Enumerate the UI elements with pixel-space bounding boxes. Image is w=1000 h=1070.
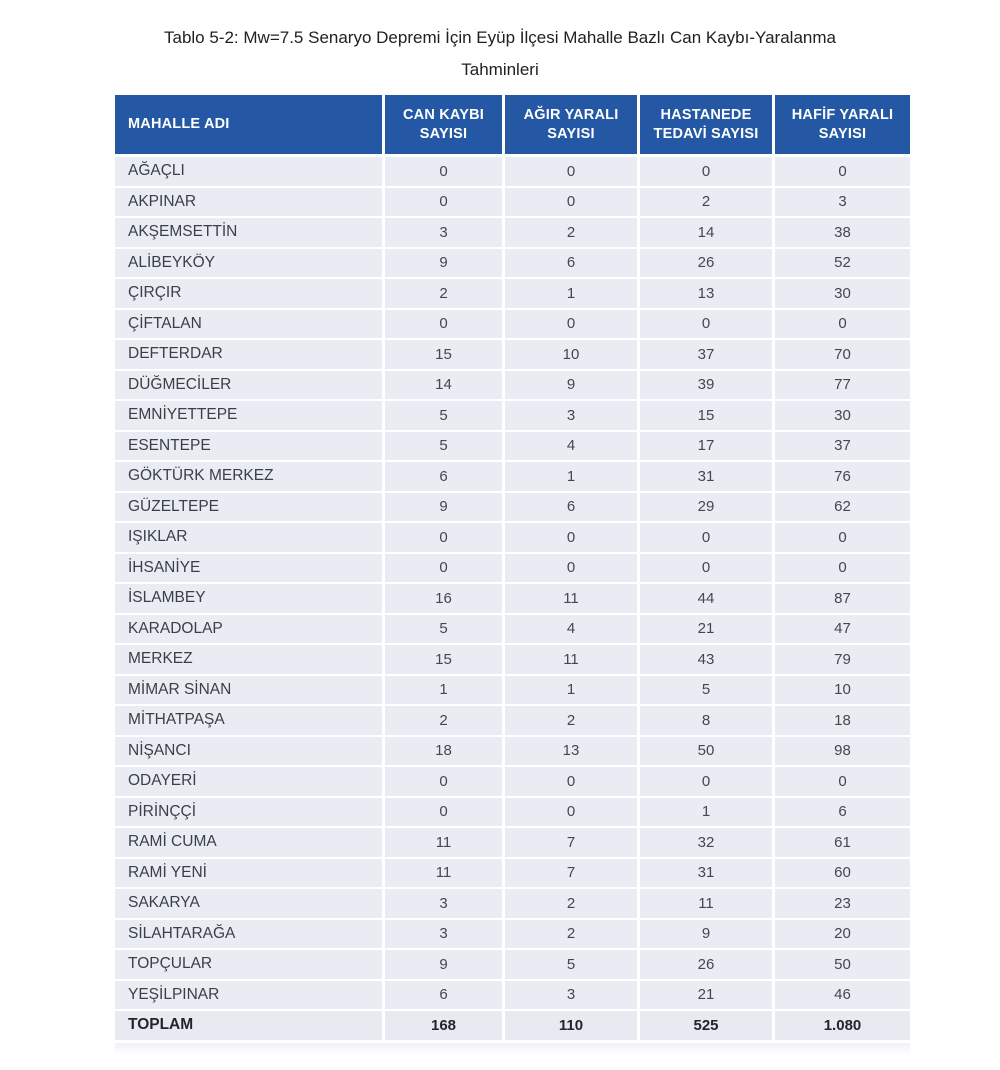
value-cell: 11 <box>385 828 505 859</box>
value-cell: 11 <box>640 889 775 920</box>
value-cell: 70 <box>775 340 910 371</box>
value-cell: 0 <box>775 310 910 341</box>
value-cell: 50 <box>775 950 910 981</box>
table-row <box>115 706 910 737</box>
value-cell: 7 <box>505 828 640 859</box>
table-row <box>115 767 910 798</box>
header-row <box>115 95 910 157</box>
table-row <box>115 950 910 981</box>
neighborhood-name-cell: IŞIKLAR <box>115 523 385 554</box>
value-cell: 4 <box>505 432 640 463</box>
neighborhood-name-cell: ÇİFTALAN <box>115 310 385 341</box>
value-cell: 0 <box>640 767 775 798</box>
value-cell: 0 <box>385 310 505 341</box>
neighborhood-name-cell: RAMİ CUMA <box>115 828 385 859</box>
neighborhood-name-cell: SAKARYA <box>115 889 385 920</box>
value-cell: 87 <box>775 584 910 615</box>
neighborhood-name-cell: EMNİYETTEPE <box>115 401 385 432</box>
value-cell: 5 <box>385 401 505 432</box>
value-cell: 0 <box>640 157 775 188</box>
header-agir-yarali: AĞIR YARALI SAYISI <box>505 95 640 157</box>
header-mahalle-adi: MAHALLE ADI <box>115 95 385 157</box>
value-cell: 6 <box>385 981 505 1012</box>
value-cell: 3 <box>505 981 640 1012</box>
value-cell: 15 <box>385 340 505 371</box>
neighborhood-name-cell: MERKEZ <box>115 645 385 676</box>
value-cell: 79 <box>775 645 910 676</box>
neighborhood-name-cell: MİTHATPAŞA <box>115 706 385 737</box>
value-cell: 18 <box>385 737 505 768</box>
value-cell: 0 <box>385 554 505 585</box>
value-cell: 0 <box>385 157 505 188</box>
value-cell: 37 <box>775 432 910 463</box>
value-cell: 1.080 <box>775 1011 910 1040</box>
value-cell: 14 <box>640 218 775 249</box>
value-cell: 52 <box>775 249 910 280</box>
value-cell: 13 <box>640 279 775 310</box>
value-cell: 1 <box>640 798 775 829</box>
value-cell: 2 <box>640 188 775 219</box>
table-row <box>115 645 910 676</box>
value-cell: 18 <box>775 706 910 737</box>
value-cell: 46 <box>775 981 910 1012</box>
bottom-fade <box>115 1043 910 1055</box>
value-cell: 20 <box>775 920 910 951</box>
value-cell: 1 <box>505 279 640 310</box>
value-cell: 3 <box>385 889 505 920</box>
value-cell: 9 <box>640 920 775 951</box>
header-can-kaybi: CAN KAYBI SAYISI <box>385 95 505 157</box>
value-cell: 76 <box>775 462 910 493</box>
table-row <box>115 218 910 249</box>
value-cell: 30 <box>775 279 910 310</box>
table-body <box>115 157 910 1040</box>
value-cell: 11 <box>505 584 640 615</box>
value-cell: 39 <box>640 371 775 402</box>
value-cell: 1 <box>505 462 640 493</box>
neighborhood-name-cell: TOPLAM <box>115 1011 385 1040</box>
value-cell: 0 <box>775 157 910 188</box>
table-row <box>115 798 910 829</box>
value-cell: 44 <box>640 584 775 615</box>
table-row <box>115 188 910 219</box>
value-cell: 5 <box>640 676 775 707</box>
header-hastanede-tedavi: HASTANEDE TEDAVİ SAYISI <box>640 95 775 157</box>
table-row <box>115 828 910 859</box>
value-cell: 2 <box>385 706 505 737</box>
value-cell: 6 <box>505 249 640 280</box>
table-row <box>115 310 910 341</box>
neighborhood-name-cell: MİMAR SİNAN <box>115 676 385 707</box>
value-cell: 0 <box>640 310 775 341</box>
table-row <box>115 432 910 463</box>
neighborhood-name-cell: KARADOLAP <box>115 615 385 646</box>
neighborhood-name-cell: AĞAÇLI <box>115 157 385 188</box>
value-cell: 0 <box>640 523 775 554</box>
value-cell: 31 <box>640 462 775 493</box>
table-row <box>115 920 910 951</box>
table-row <box>115 981 910 1012</box>
table-row <box>115 462 910 493</box>
value-cell: 10 <box>505 340 640 371</box>
value-cell: 0 <box>775 767 910 798</box>
value-cell: 0 <box>385 798 505 829</box>
table-row <box>115 859 910 890</box>
table-row <box>115 249 910 280</box>
value-cell: 43 <box>640 645 775 676</box>
casualty-table <box>115 95 910 1040</box>
value-cell: 32 <box>640 828 775 859</box>
neighborhood-name-cell: DÜĞMECİLER <box>115 371 385 402</box>
value-cell: 0 <box>775 554 910 585</box>
neighborhood-name-cell: ALİBEYKÖY <box>115 249 385 280</box>
value-cell: 13 <box>505 737 640 768</box>
value-cell: 61 <box>775 828 910 859</box>
value-cell: 47 <box>775 615 910 646</box>
neighborhood-name-cell: İHSANİYE <box>115 554 385 585</box>
value-cell: 5 <box>505 950 640 981</box>
value-cell: 62 <box>775 493 910 524</box>
value-cell: 29 <box>640 493 775 524</box>
value-cell: 0 <box>505 767 640 798</box>
table-title-line1: Tablo 5-2: Mw=7.5 Senaryo Depremi İçin Eyüp İlçesi Mahalle Bazlı Can Kaybı-Yaralanma <box>164 28 836 47</box>
value-cell: 0 <box>505 310 640 341</box>
value-cell: 6 <box>385 462 505 493</box>
table-row <box>115 340 910 371</box>
neighborhood-name-cell: AKŞEMSETTİN <box>115 218 385 249</box>
value-cell: 2 <box>505 889 640 920</box>
table-row <box>115 493 910 524</box>
value-cell: 8 <box>640 706 775 737</box>
value-cell: 0 <box>640 554 775 585</box>
value-cell: 21 <box>640 981 775 1012</box>
value-cell: 17 <box>640 432 775 463</box>
neighborhood-name-cell: İSLAMBEY <box>115 584 385 615</box>
table-row <box>115 676 910 707</box>
value-cell: 3 <box>775 188 910 219</box>
neighborhood-name-cell: YEŞİLPINAR <box>115 981 385 1012</box>
value-cell: 0 <box>775 523 910 554</box>
neighborhood-name-cell: ÇIRÇIR <box>115 279 385 310</box>
neighborhood-name-cell: RAMİ YENİ <box>115 859 385 890</box>
value-cell: 168 <box>385 1011 505 1040</box>
table-row <box>115 401 910 432</box>
value-cell: 0 <box>385 188 505 219</box>
neighborhood-name-cell: DEFTERDAR <box>115 340 385 371</box>
value-cell: 4 <box>505 615 640 646</box>
neighborhood-name-cell: AKPINAR <box>115 188 385 219</box>
value-cell: 1 <box>505 676 640 707</box>
value-cell: 77 <box>775 371 910 402</box>
header-hafif-yarali: HAFİF YARALI SAYISI <box>775 95 910 157</box>
value-cell: 3 <box>505 401 640 432</box>
table-row <box>115 584 910 615</box>
table-row <box>115 279 910 310</box>
neighborhood-name-cell: GÖKTÜRK MERKEZ <box>115 462 385 493</box>
value-cell: 3 <box>385 920 505 951</box>
value-cell: 0 <box>385 523 505 554</box>
table-row <box>115 889 910 920</box>
value-cell: 23 <box>775 889 910 920</box>
table-title-line2: Tahminleri <box>461 60 539 79</box>
value-cell: 15 <box>385 645 505 676</box>
value-cell: 2 <box>505 706 640 737</box>
value-cell: 5 <box>385 432 505 463</box>
value-cell: 11 <box>385 859 505 890</box>
neighborhood-name-cell: ODAYERİ <box>115 767 385 798</box>
neighborhood-name-cell: SİLAHTARAĞA <box>115 920 385 951</box>
table-row <box>115 554 910 585</box>
value-cell: 0 <box>505 798 640 829</box>
value-cell: 2 <box>505 920 640 951</box>
table-row <box>115 737 910 768</box>
value-cell: 31 <box>640 859 775 890</box>
value-cell: 26 <box>640 249 775 280</box>
table-row <box>115 523 910 554</box>
table-title <box>60 22 940 86</box>
value-cell: 21 <box>640 615 775 646</box>
value-cell: 9 <box>385 950 505 981</box>
value-cell: 9 <box>385 493 505 524</box>
value-cell: 2 <box>385 279 505 310</box>
value-cell: 5 <box>385 615 505 646</box>
value-cell: 0 <box>505 554 640 585</box>
value-cell: 11 <box>505 645 640 676</box>
value-cell: 2 <box>505 218 640 249</box>
value-cell: 30 <box>775 401 910 432</box>
value-cell: 6 <box>775 798 910 829</box>
table-row <box>115 615 910 646</box>
value-cell: 0 <box>505 157 640 188</box>
value-cell: 0 <box>385 767 505 798</box>
value-cell: 98 <box>775 737 910 768</box>
value-cell: 7 <box>505 859 640 890</box>
value-cell: 50 <box>640 737 775 768</box>
value-cell: 0 <box>505 188 640 219</box>
value-cell: 37 <box>640 340 775 371</box>
value-cell: 38 <box>775 218 910 249</box>
value-cell: 525 <box>640 1011 775 1040</box>
total-row <box>115 1011 910 1040</box>
value-cell: 110 <box>505 1011 640 1040</box>
table-header <box>115 95 910 157</box>
value-cell: 9 <box>505 371 640 402</box>
neighborhood-name-cell: TOPÇULAR <box>115 950 385 981</box>
value-cell: 0 <box>505 523 640 554</box>
neighborhood-name-cell: GÜZELTEPE <box>115 493 385 524</box>
table-row <box>115 157 910 188</box>
value-cell: 10 <box>775 676 910 707</box>
value-cell: 3 <box>385 218 505 249</box>
neighborhood-name-cell: NİŞANCI <box>115 737 385 768</box>
value-cell: 1 <box>385 676 505 707</box>
neighborhood-name-cell: ESENTEPE <box>115 432 385 463</box>
table-row <box>115 371 910 402</box>
value-cell: 6 <box>505 493 640 524</box>
neighborhood-name-cell: PİRİNÇÇİ <box>115 798 385 829</box>
value-cell: 60 <box>775 859 910 890</box>
value-cell: 16 <box>385 584 505 615</box>
value-cell: 14 <box>385 371 505 402</box>
value-cell: 15 <box>640 401 775 432</box>
value-cell: 26 <box>640 950 775 981</box>
value-cell: 9 <box>385 249 505 280</box>
